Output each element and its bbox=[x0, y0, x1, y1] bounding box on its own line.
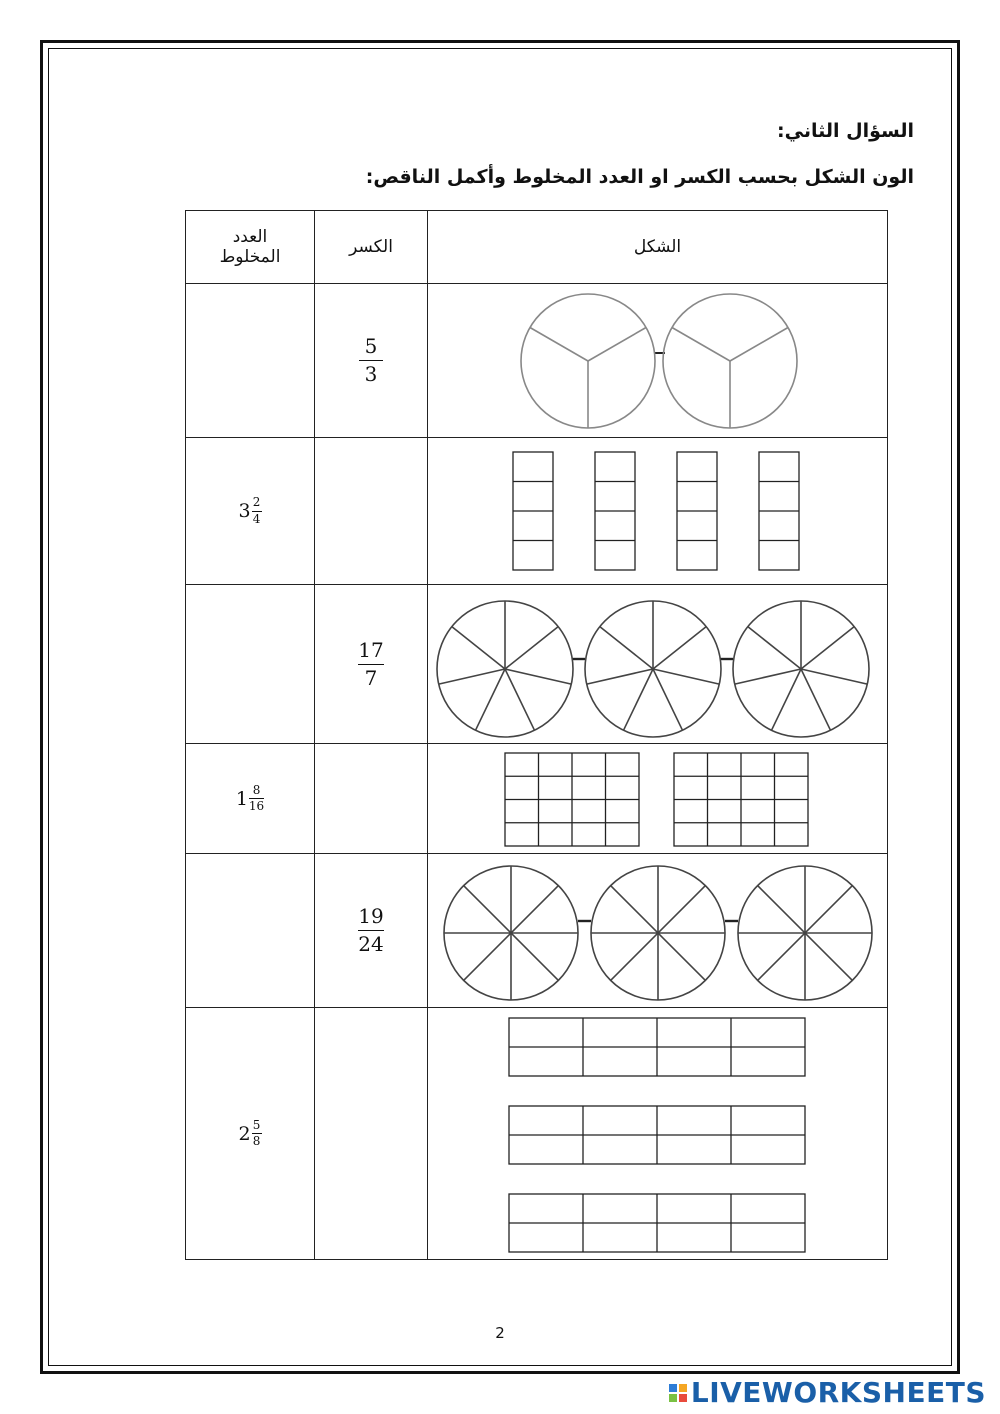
worksheet-table bbox=[185, 210, 888, 1260]
mixed-answer-cell[interactable] bbox=[186, 585, 315, 744]
fraction-answer-cell[interactable] bbox=[315, 1008, 428, 1260]
fraction-cell bbox=[315, 585, 428, 744]
mixed-number-cell bbox=[186, 438, 315, 585]
table-row bbox=[186, 854, 888, 1008]
bar-quarters[interactable] bbox=[513, 452, 553, 570]
shape-cell bbox=[428, 284, 888, 438]
mixed-denominator: 4 bbox=[252, 511, 261, 526]
bar-quarters[interactable] bbox=[677, 452, 717, 570]
fraction-cell bbox=[315, 854, 428, 1008]
grid-4x2[interactable] bbox=[509, 1106, 805, 1164]
fraction bbox=[359, 335, 383, 386]
mixed-numerator: 2 bbox=[252, 495, 261, 510]
header-fraction: الكسر bbox=[315, 211, 428, 284]
grid-4x4[interactable] bbox=[505, 753, 639, 846]
circle-sevenths[interactable] bbox=[437, 601, 573, 737]
mixed-number bbox=[238, 496, 261, 525]
shape-cell bbox=[428, 744, 888, 854]
vertical-bars-figure bbox=[428, 446, 887, 576]
circle-thirds[interactable] bbox=[521, 294, 655, 428]
fraction bbox=[358, 639, 383, 690]
header-shape: الشكل bbox=[428, 211, 888, 284]
header-mixed-number bbox=[186, 211, 315, 284]
question-title: السؤال الثاني: bbox=[777, 120, 914, 142]
mixed-denominator: 16 bbox=[248, 799, 265, 813]
grids-sixteenths-figure bbox=[428, 747, 887, 851]
fraction-answer-cell[interactable] bbox=[315, 744, 428, 854]
liveworksheets-logo-icon bbox=[669, 1384, 687, 1402]
shape-cell bbox=[428, 1008, 888, 1260]
mixed-whole: 1 bbox=[235, 787, 248, 810]
table-row bbox=[186, 585, 888, 744]
mixed-denominator: 8 bbox=[252, 1134, 261, 1148]
table-row bbox=[186, 284, 888, 438]
shape-cell bbox=[428, 854, 888, 1008]
page-number: 2 bbox=[495, 1324, 505, 1342]
table-row bbox=[186, 438, 888, 585]
circles-thirds-figure bbox=[428, 291, 887, 431]
fraction-numerator: 19 bbox=[358, 904, 384, 928]
mixed-number-cell bbox=[186, 744, 315, 854]
mixed-whole: 3 bbox=[238, 500, 251, 522]
fraction-answer-cell[interactable] bbox=[315, 438, 428, 585]
circle-sevenths[interactable] bbox=[733, 601, 869, 737]
mixed-answer-cell[interactable] bbox=[186, 284, 315, 438]
bar-quarters[interactable] bbox=[759, 452, 799, 570]
table-row bbox=[186, 744, 888, 854]
fraction-cell bbox=[315, 284, 428, 438]
shape-cell bbox=[428, 585, 888, 744]
mixed-numerator: 5 bbox=[252, 1117, 261, 1132]
fraction-denominator: 7 bbox=[364, 665, 378, 690]
table-row bbox=[186, 1008, 888, 1260]
circle-eighths[interactable] bbox=[444, 866, 578, 1000]
circles-sevenths-figure bbox=[428, 589, 887, 739]
question-instruction: الون الشكل بحسب الكسر او العدد المخلوط وأكمل الناقص: bbox=[365, 166, 914, 188]
grid-4x2[interactable] bbox=[509, 1018, 805, 1076]
circles-eighths-figure bbox=[428, 858, 887, 1004]
circle-thirds[interactable] bbox=[663, 294, 797, 428]
circle-sevenths[interactable] bbox=[585, 601, 721, 737]
fraction-denominator: 24 bbox=[358, 932, 384, 956]
mixed-whole: 2 bbox=[238, 1122, 251, 1145]
mixed-answer-cell[interactable] bbox=[186, 854, 315, 1008]
fraction bbox=[358, 905, 383, 956]
circle-eighths[interactable] bbox=[591, 866, 725, 1000]
rect-grids-eighths-figure bbox=[428, 1012, 887, 1256]
shape-cell bbox=[428, 438, 888, 585]
mixed-number bbox=[238, 1119, 261, 1148]
mixed-number bbox=[236, 784, 264, 813]
circle-eighths[interactable] bbox=[738, 866, 872, 1000]
grid-4x2[interactable] bbox=[509, 1194, 805, 1252]
fraction-numerator: 5 bbox=[364, 334, 378, 358]
grid-4x4[interactable] bbox=[674, 753, 808, 846]
brand-name: LIVEWORKSHEETS bbox=[690, 1376, 986, 1409]
mixed-number-cell bbox=[186, 1008, 315, 1260]
table-header-row bbox=[186, 211, 888, 284]
bar-quarters[interactable] bbox=[595, 452, 635, 570]
fraction-numerator: 17 bbox=[358, 637, 384, 662]
header-mixed-line1: العدد bbox=[232, 227, 268, 247]
brand-logo bbox=[669, 1376, 986, 1409]
mixed-numerator: 8 bbox=[252, 782, 261, 797]
header-mixed-line2: المخلوط bbox=[219, 247, 281, 267]
fraction-denominator: 3 bbox=[364, 362, 378, 386]
